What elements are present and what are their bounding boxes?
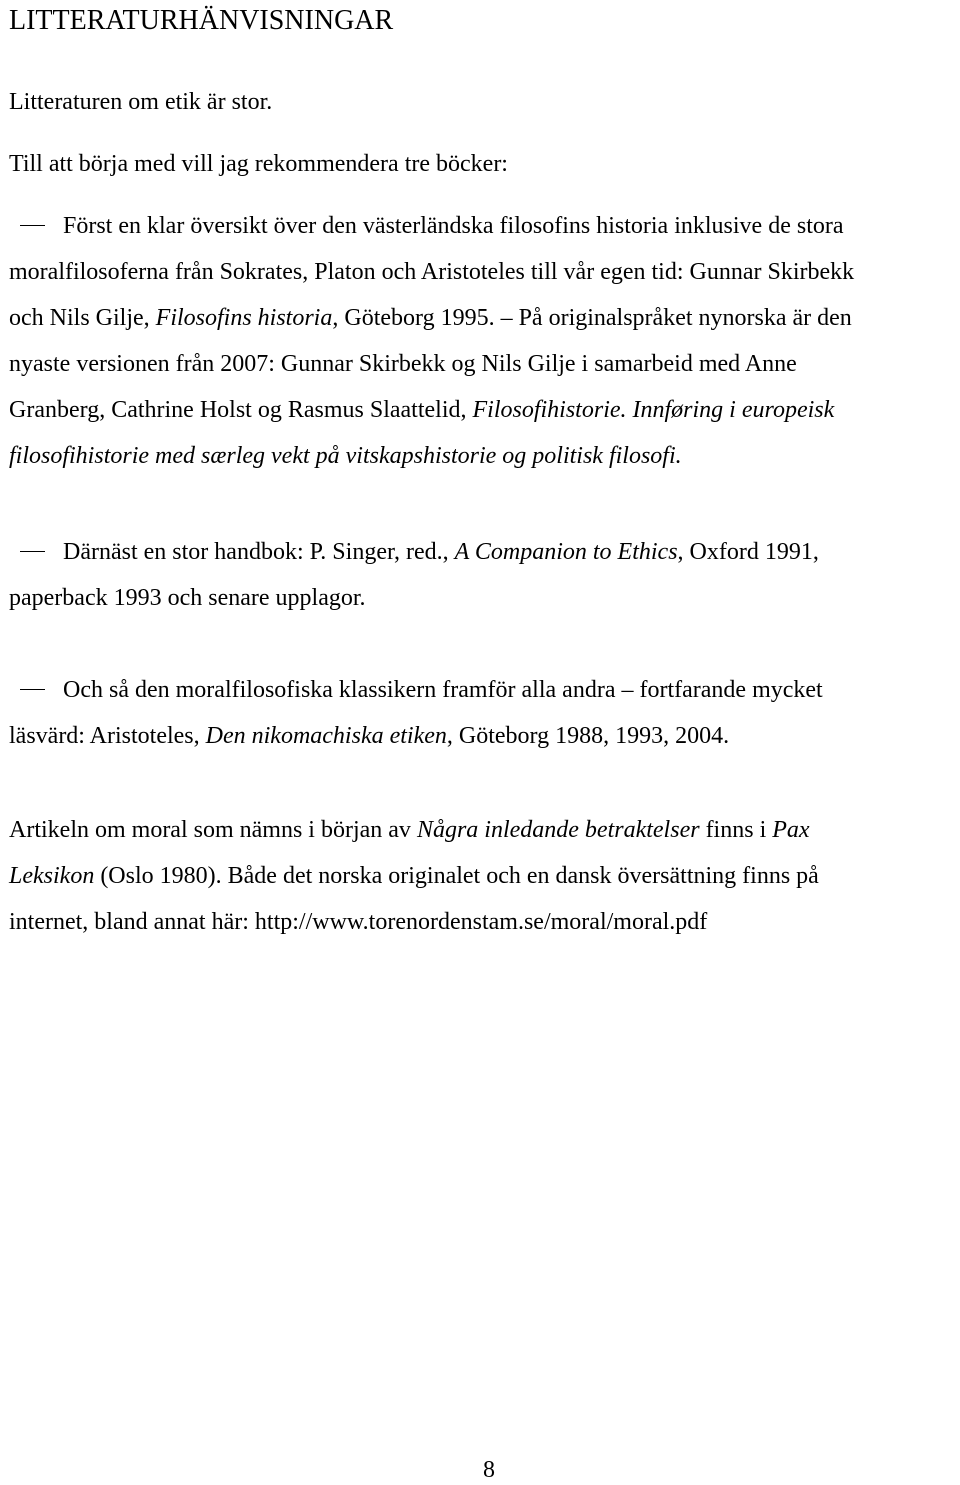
book-title-filosofihistorie: Filosofihistorie. Innføring i europeisk [472, 397, 835, 423]
reference-1-text-5a: Granberg, Cathrine Holst og Rasmus Slaattelid, [9, 397, 473, 423]
closing-line-3: internet, bland annat här: http://www.torenordenstam.se/moral/moral.pdf [9, 909, 708, 935]
book-title-pax: Pax [772, 817, 810, 843]
reference-item-1 [9, 203, 944, 479]
closing-text-1a: Artikeln om moral som nämns i början av [9, 817, 417, 843]
reference-3-text-2a: läsvärd: Aristoteles, [9, 723, 206, 749]
intro-line: Litteraturen om etik är stor. [9, 89, 273, 115]
dash-bullet [20, 551, 45, 552]
reference-3-line-1 [9, 667, 944, 713]
reference-1-line-6 [9, 433, 944, 479]
closing-text-2b: (Oslo 1980). Både det norska originalet och en dansk översättning finns på [94, 863, 819, 889]
book-subtitle-filosofihistorie: filosofihistorie med særleg vekt på vitskapshistorie og politisk filosofi. [9, 443, 682, 469]
reference-3-text-1: Och så den moralfilosofiska klassikern framför alla andra – fortfarande mycket [63, 677, 823, 703]
closing-text-1c: finns i [699, 817, 773, 843]
page-title: LITTERATURHÄNVISNINGAR [9, 5, 394, 36]
reference-3-line-2 [9, 713, 944, 759]
book-title-nagra-inledande: Några inledande betraktelser [416, 817, 700, 843]
reference-2-text-1c: , Oxford 1991, [677, 539, 819, 565]
reference-1-text-3c: , Göteborg 1995. – På originalspråket nynorska är den [332, 305, 852, 331]
dash-bullet [20, 689, 45, 690]
book-title-nikomachiska-etiken: Den nikomachiska etiken [205, 723, 447, 749]
reference-1-line-2: moralfilosoferna från Sokrates, Platon och Aristoteles till vår egen tid: Gunnar Skirbekk [9, 259, 855, 285]
reference-2-line-2: paperback 1993 och senare upplagor. [9, 585, 366, 611]
closing-line-2 [9, 853, 944, 899]
closing-paragraph [9, 807, 944, 945]
reference-1-text-1: Först en klar översikt över den västerländska filosofins historia inklusive de stora [63, 213, 844, 239]
reference-1-line-1 [9, 203, 944, 249]
reference-1-line-5 [9, 387, 944, 433]
reference-1-text-3a: och Nils Gilje, [9, 305, 156, 331]
closing-line-1 [9, 807, 944, 853]
book-title-filosofins-historia: Filosofins historia [155, 305, 333, 331]
intro-paragraph [9, 79, 944, 125]
reference-3-text-2c: , Göteborg 1988, 1993, 2004. [446, 723, 730, 749]
dash-bullet [20, 225, 45, 226]
recommendation-line: Till att börja med vill jag rekommendera tre böcker: [9, 151, 508, 177]
reference-item-2 [9, 529, 944, 621]
book-title-leksikon: Leksikon [9, 863, 95, 889]
page-number: 8 [483, 1457, 495, 1483]
reference-2-line-1 [9, 529, 944, 575]
reference-2-text-1a: Därnäst en stor handbok: P. Singer, red., [63, 539, 455, 565]
reference-1-line-4: nyaste versionen från 2007: Gunnar Skirbekk og Nils Gilje i samarbeid med Anne [9, 351, 797, 377]
reference-1-line-3 [9, 295, 944, 341]
reference-item-3 [9, 667, 944, 759]
recommendation-intro [9, 141, 944, 187]
book-title-companion-to-ethics: A Companion to Ethics [454, 539, 678, 565]
